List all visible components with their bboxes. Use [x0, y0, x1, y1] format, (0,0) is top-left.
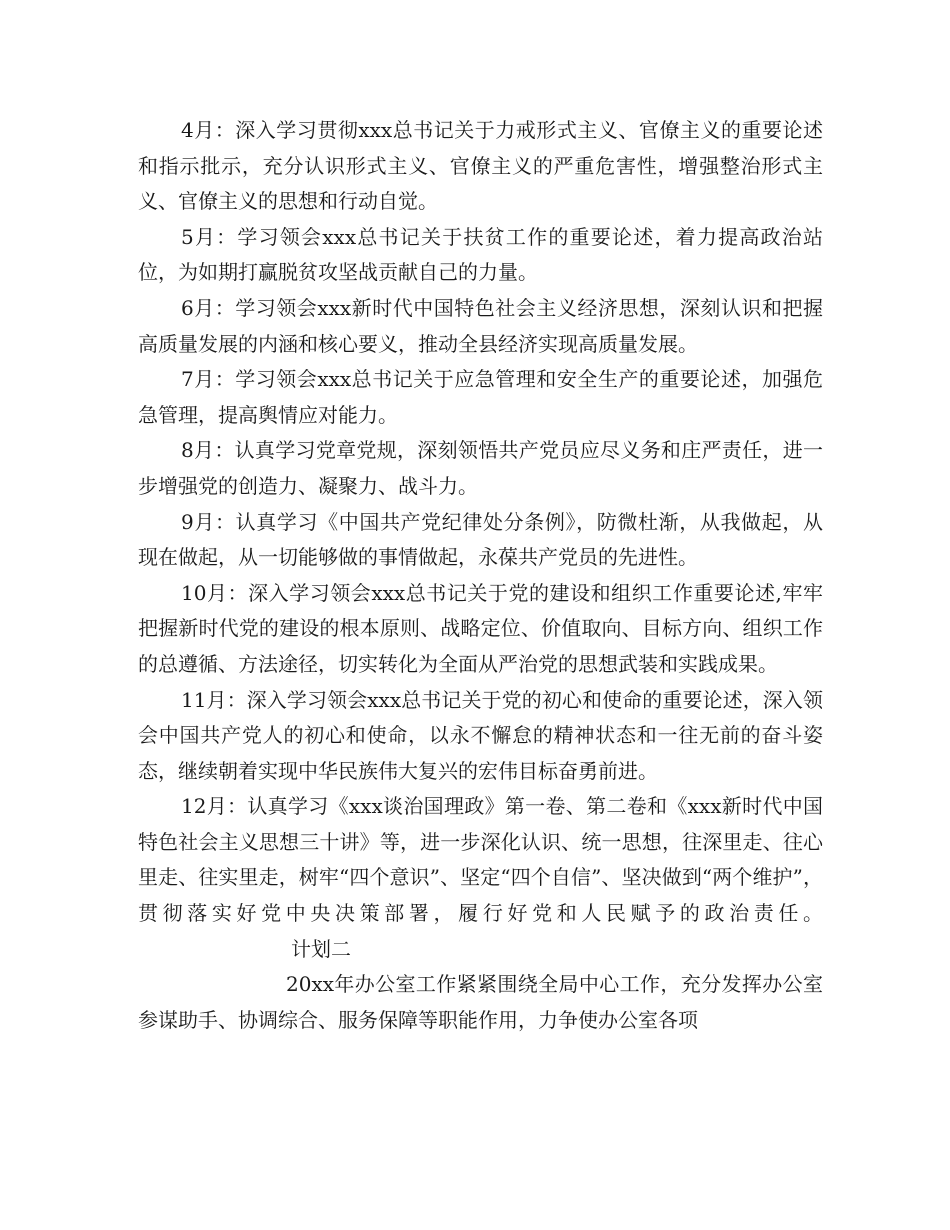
document-body: [138, 113, 823, 1038]
paragraph-may: 5月：学习领会xxx总书记关于扶贫工作的重要论述，着力提高政治站位，为如期打赢脱贫攻坚战贡献自己的力量。: [138, 224, 823, 285]
paragraph-august: 8月：认真学习党章党规，深刻领悟共产党员应尽义务和庄严责任，进一步增强党的创造力、凝聚力、战斗力。: [138, 438, 823, 498]
paragraph-september: 9月：认真学习《中国共产党纪律处分条例》，防微杜渐，从我做起，从现在做起，从一切能够做的事情做起，永葆共产党员的先进性。: [138, 509, 823, 570]
paragraph-december: [138, 789, 823, 967]
section-title: 计划二: [291, 936, 351, 961]
paragraph-october: 10月：深入学习领会xxx总书记关于党的建设和组织工作重要论述,牢牢把握新时代党的建设的根本原则、战略定位、价值取向、目标方向、组织工作的总遵循、方法途径，切实转化为全面从严治党的思想武装和实践成果。: [138, 580, 823, 676]
paragraph-april: 4月：深入学习贯彻xxx总书记关于力戒形式主义、官僚主义的重要论述和指示批示，充分认识形式主义、官僚主义的严重危害性，增强整治形式主义、官僚主义的思想和行动自觉。: [138, 118, 823, 214]
paragraph-june: 6月：学习领会xxx新时代中国特色社会主义经济思想，深刻认识和把握高质量发展的内涵和核心要义，推动全县经济实现高质量发展。: [138, 295, 823, 356]
paragraph-november: 11月：深入学习领会xxx总书记关于党的初心和使命的重要论述，深入领会中国共产党人的初心和使命，以永不懈怠的精神状态和一往无前的奋斗姿态，继续朝着实现中华民族伟大复兴的宏伟目标奋勇前进。: [138, 687, 823, 783]
paragraph-december-text: 12月：认真学习《xxx谈治国理政》第一卷、第二卷和《xxx新时代中国特色社会主义思想三十讲》等，进一步深化认识、统一思想，往深里走、往心里走、往实里走，树牢“四个意识”、坚定“四个自信”、坚决做到“两个维护”，贯彻落实好党中央决策部署，履行好党和人民赋予的政治责任。: [138, 794, 823, 926]
paragraph-intro: 20xx年办公室工作紧紧围绕全局中心工作，充分发挥办公室参谋助手、协调综合、服务保障等职能作用，力争使办公室各项: [138, 972, 823, 1032]
paragraph-july: 7月：学习领会xxx总书记关于应急管理和安全生产的重要论述，加强危急管理，提高舆情应对能力。: [138, 367, 823, 427]
